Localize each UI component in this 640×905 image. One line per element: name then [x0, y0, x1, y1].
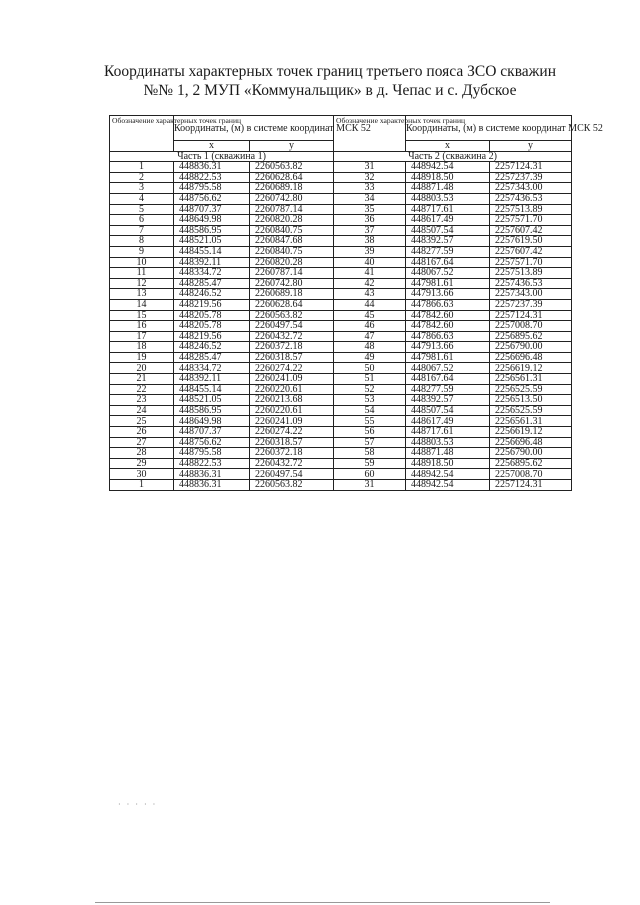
- x-value-part2: 448067.52: [406, 363, 490, 374]
- x-value-part2: 448392.57: [406, 395, 490, 406]
- y-value-part1: 2260820.28: [250, 257, 334, 268]
- x-value-part1: 448707.37: [174, 427, 250, 438]
- point-number-part1: 6: [110, 215, 174, 226]
- y-value-part2: 2256696.48: [490, 437, 572, 448]
- x-value-part1: 448334.72: [174, 363, 250, 374]
- y-value-part1: 2260241.09: [250, 374, 334, 385]
- x-value-part1: 448219.56: [174, 331, 250, 342]
- point-number-part2: 40: [334, 257, 406, 268]
- point-number-part1: 4: [110, 193, 174, 204]
- point-number-part1: 1: [110, 480, 174, 491]
- y-value-part2: 2256895.62: [490, 331, 572, 342]
- x-value-part1: 448836.31: [174, 162, 250, 173]
- y-value-part1: 2260432.72: [250, 458, 334, 469]
- y-value-part2: 2257436.53: [490, 193, 572, 204]
- x-value-part1: 448756.62: [174, 437, 250, 448]
- point-number-part2: 41: [334, 268, 406, 279]
- point-number-part2: 39: [334, 246, 406, 257]
- x-value-part1: 448836.31: [174, 480, 250, 491]
- y-value-part1: 2260372.18: [250, 342, 334, 353]
- point-number-part2: 46: [334, 321, 406, 332]
- y-value-part1: 2260847.68: [250, 236, 334, 247]
- point-number-part1: 1: [110, 162, 174, 173]
- title-line-1: Координаты характерных точек границ третьего пояса ЗСО скважин: [104, 63, 556, 80]
- point-number-part1: 3: [110, 183, 174, 194]
- y-value-part1: 2260787.14: [250, 204, 334, 215]
- x-value-part2: 448942.54: [406, 162, 490, 173]
- y-value-part2: 2256895.62: [490, 458, 572, 469]
- x-value-part1: 448392.11: [174, 257, 250, 268]
- y-value-part1: 2260563.82: [250, 480, 334, 491]
- point-number-part1: 28: [110, 448, 174, 459]
- table-row: [110, 384, 572, 395]
- table-row: [110, 331, 572, 342]
- point-number-part2: 55: [334, 416, 406, 427]
- y-value-part1: 2260563.82: [250, 310, 334, 321]
- table-row: [110, 427, 572, 438]
- header-coords-part1: Координаты, (м) в системе координат МСК 52: [174, 116, 334, 141]
- point-number-part1: 19: [110, 352, 174, 363]
- point-number-part1: 18: [110, 342, 174, 353]
- x-value-part1: 448586.95: [174, 225, 250, 236]
- point-number-part2: 54: [334, 405, 406, 416]
- y-value-part2: 2256790.00: [490, 448, 572, 459]
- table-row: [110, 395, 572, 406]
- point-number-part2: 31: [334, 162, 406, 173]
- table-row: [110, 215, 572, 226]
- point-number-part2: 44: [334, 299, 406, 310]
- table-row: [110, 162, 572, 173]
- coordinates-table: [109, 115, 603, 491]
- y-value-part2: 2257607.42: [490, 246, 572, 257]
- x-value-part1: 448586.95: [174, 405, 250, 416]
- x-value-part1: 448795.58: [174, 448, 250, 459]
- x-value-part2: 447981.61: [406, 352, 490, 363]
- y-value-part2: 2257436.53: [490, 278, 572, 289]
- table-row: [110, 448, 572, 459]
- table-header-row: [110, 116, 572, 141]
- table-row: [110, 183, 572, 194]
- x-value-part2: 448717.61: [406, 427, 490, 438]
- point-number-part2: 58: [334, 448, 406, 459]
- y-value-part2: 2257343.00: [490, 289, 572, 300]
- point-number-part1: 24: [110, 405, 174, 416]
- x-value-part2: 448392.57: [406, 236, 490, 247]
- x-value-part1: 448392.11: [174, 374, 250, 385]
- x-value-part2: 447981.61: [406, 278, 490, 289]
- point-number-part2: 37: [334, 225, 406, 236]
- point-number-part1: 7: [110, 225, 174, 236]
- part1-label: Часть 1 (скважина 1): [110, 151, 334, 162]
- x-value-part1: 448285.47: [174, 352, 250, 363]
- x-value-part2: 448803.53: [406, 437, 490, 448]
- x-value-part2: 448167.64: [406, 374, 490, 385]
- y-value-part2: 2256525.59: [490, 384, 572, 395]
- y-value-part2: 2257124.31: [490, 480, 572, 491]
- table-row: [110, 225, 572, 236]
- table-row: [110, 469, 572, 480]
- y-value-part1: 2260840.75: [250, 225, 334, 236]
- part2-label: Часть 2 (скважина 2): [334, 151, 572, 162]
- point-number-part2: 35: [334, 204, 406, 215]
- table-row: [110, 458, 572, 469]
- x-value-part2: 447866.63: [406, 331, 490, 342]
- point-number-part2: 47: [334, 331, 406, 342]
- x-value-part1: 448246.52: [174, 342, 250, 353]
- x-value-part2: 448507.54: [406, 405, 490, 416]
- y-value-part2: 2257237.39: [490, 172, 572, 183]
- y-value-part1: 2260497.54: [250, 321, 334, 332]
- point-number-part2: 50: [334, 363, 406, 374]
- point-number-part2: 60: [334, 469, 406, 480]
- y-value-part1: 2260742.80: [250, 278, 334, 289]
- table-part-row: [110, 151, 572, 162]
- header-x-part2: х: [406, 141, 490, 152]
- point-number-part2: 49: [334, 352, 406, 363]
- x-value-part2: 448918.50: [406, 172, 490, 183]
- x-value-part1: 448795.58: [174, 183, 250, 194]
- table-row: [110, 172, 572, 183]
- x-value-part2: 448507.54: [406, 225, 490, 236]
- point-number-part1: 10: [110, 257, 174, 268]
- point-number-part2: 31: [334, 480, 406, 491]
- point-number-part1: 13: [110, 289, 174, 300]
- x-value-part2: 448617.49: [406, 416, 490, 427]
- x-value-part1: 448649.98: [174, 416, 250, 427]
- point-number-part1: 26: [110, 427, 174, 438]
- table-row: [110, 437, 572, 448]
- x-value-part2: 447866.63: [406, 299, 490, 310]
- y-value-part1: 2260742.80: [250, 193, 334, 204]
- x-value-part1: 448649.98: [174, 215, 250, 226]
- table-row: [110, 257, 572, 268]
- x-value-part1: 448707.37: [174, 204, 250, 215]
- y-value-part2: 2256790.00: [490, 342, 572, 353]
- y-value-part1: 2260840.75: [250, 246, 334, 257]
- point-number-part2: 56: [334, 427, 406, 438]
- y-value-part1: 2260563.82: [250, 162, 334, 173]
- x-value-part2: 448871.48: [406, 448, 490, 459]
- y-value-part1: 2260213.68: [250, 395, 334, 406]
- y-value-part1: 2260689.18: [250, 183, 334, 194]
- y-value-part1: 2260497.54: [250, 469, 334, 480]
- point-number-part2: 57: [334, 437, 406, 448]
- point-number-part1: 14: [110, 299, 174, 310]
- point-number-part1: 8: [110, 236, 174, 247]
- point-number-part1: 22: [110, 384, 174, 395]
- scan-noise: · · · · ·: [118, 800, 158, 809]
- table-row: [110, 352, 572, 363]
- point-number-part2: 53: [334, 395, 406, 406]
- y-value-part2: 2256561.31: [490, 416, 572, 427]
- x-value-part1: 448246.52: [174, 289, 250, 300]
- point-number-part1: 30: [110, 469, 174, 480]
- x-value-part1: 448455.14: [174, 384, 250, 395]
- y-value-part1: 2260432.72: [250, 331, 334, 342]
- table-row: [110, 299, 572, 310]
- table-row: [110, 342, 572, 353]
- point-number-part2: 32: [334, 172, 406, 183]
- y-value-part2: 2257008.70: [490, 469, 572, 480]
- point-number-part1: 16: [110, 321, 174, 332]
- y-value-part2: 2256696.48: [490, 352, 572, 363]
- scan-edge-line: [95, 902, 550, 903]
- point-number-part2: 33: [334, 183, 406, 194]
- x-value-part1: 448521.05: [174, 395, 250, 406]
- x-value-part2: 447913.66: [406, 289, 490, 300]
- x-value-part1: 448822.53: [174, 172, 250, 183]
- y-value-part2: 2257124.31: [490, 162, 572, 173]
- x-value-part2: 447913.66: [406, 342, 490, 353]
- y-value-part2: 2256525.59: [490, 405, 572, 416]
- point-number-part1: 27: [110, 437, 174, 448]
- x-value-part1: 448455.14: [174, 246, 250, 257]
- table-row: [110, 416, 572, 427]
- x-value-part1: 448521.05: [174, 236, 250, 247]
- point-number-part1: 21: [110, 374, 174, 385]
- table-row: [110, 374, 572, 385]
- point-number-part2: 51: [334, 374, 406, 385]
- point-number-part1: 15: [110, 310, 174, 321]
- point-number-part1: 23: [110, 395, 174, 406]
- table-row: [110, 310, 572, 321]
- header-x-part1: х: [174, 141, 250, 152]
- point-number-part2: 59: [334, 458, 406, 469]
- header-coords-part2: Координаты, (м) в системе координат МСК 52: [406, 116, 572, 141]
- point-number-part2: 45: [334, 310, 406, 321]
- x-value-part2: 448803.53: [406, 193, 490, 204]
- y-value-part2: 2257237.39: [490, 299, 572, 310]
- y-value-part1: 2260820.28: [250, 215, 334, 226]
- x-value-part2: 448277.59: [406, 384, 490, 395]
- x-value-part2: 448871.48: [406, 183, 490, 194]
- x-value-part2: 448167.64: [406, 257, 490, 268]
- x-value-part2: 447842.60: [406, 321, 490, 332]
- x-value-part2: 447842.60: [406, 310, 490, 321]
- x-value-part1: 448205.78: [174, 321, 250, 332]
- header-y-part2: у: [490, 141, 572, 152]
- point-number-part1: 25: [110, 416, 174, 427]
- table-row: [110, 268, 572, 279]
- x-value-part2: 448617.49: [406, 215, 490, 226]
- table-row: [110, 246, 572, 257]
- y-value-part1: 2260241.09: [250, 416, 334, 427]
- y-value-part2: 2257619.50: [490, 236, 572, 247]
- y-value-part1: 2260274.22: [250, 427, 334, 438]
- x-value-part2: 448942.54: [406, 469, 490, 480]
- y-value-part1: 2260628.64: [250, 299, 334, 310]
- table-row: [110, 405, 572, 416]
- x-value-part1: 448836.31: [174, 469, 250, 480]
- y-value-part2: 2256513.50: [490, 395, 572, 406]
- y-value-part2: 2257513.89: [490, 268, 572, 279]
- table-row: [110, 278, 572, 289]
- header-y-part1: у: [250, 141, 334, 152]
- y-value-part1: 2260628.64: [250, 172, 334, 183]
- point-number-part2: 52: [334, 384, 406, 395]
- header-designation-part1: Обозначение характерных точек границ: [110, 116, 174, 152]
- point-number-part1: 11: [110, 268, 174, 279]
- y-value-part1: 2260220.61: [250, 405, 334, 416]
- y-value-part2: 2257343.00: [490, 183, 572, 194]
- point-number-part2: 34: [334, 193, 406, 204]
- table-row: [110, 363, 572, 374]
- x-value-part1: 448219.56: [174, 299, 250, 310]
- x-value-part1: 448285.47: [174, 278, 250, 289]
- header-designation-part2: Обозначение характерных точек границ: [334, 116, 406, 152]
- y-value-part2: 2257571.70: [490, 257, 572, 268]
- point-number-part2: 36: [334, 215, 406, 226]
- point-number-part2: 38: [334, 236, 406, 247]
- y-value-part1: 2260372.18: [250, 448, 334, 459]
- x-value-part2: 448717.61: [406, 204, 490, 215]
- y-value-part2: 2257008.70: [490, 321, 572, 332]
- y-value-part1: 2260220.61: [250, 384, 334, 395]
- point-number-part2: 43: [334, 289, 406, 300]
- point-number-part1: 12: [110, 278, 174, 289]
- y-value-part1: 2260787.14: [250, 268, 334, 279]
- x-value-part2: 448277.59: [406, 246, 490, 257]
- point-number-part1: 20: [110, 363, 174, 374]
- y-value-part2: 2257571.70: [490, 215, 572, 226]
- table-row: [110, 204, 572, 215]
- point-number-part1: 29: [110, 458, 174, 469]
- title-line-2: №№ 1, 2 МУП «Коммунальщик» в д. Чепас и с. Дубское: [143, 82, 517, 99]
- x-value-part2: 448067.52: [406, 268, 490, 279]
- y-value-part2: 2256619.12: [490, 427, 572, 438]
- point-number-part1: 9: [110, 246, 174, 257]
- y-value-part1: 2260318.57: [250, 352, 334, 363]
- table-row: [110, 321, 572, 332]
- table-row: [110, 193, 572, 204]
- y-value-part2: 2256561.31: [490, 374, 572, 385]
- point-number-part2: 48: [334, 342, 406, 353]
- y-value-part2: 2257607.42: [490, 225, 572, 236]
- table-row: [110, 480, 572, 491]
- y-value-part2: 2257513.89: [490, 204, 572, 215]
- x-value-part1: 448756.62: [174, 193, 250, 204]
- x-value-part2: 448942.54: [406, 480, 490, 491]
- y-value-part1: 2260689.18: [250, 289, 334, 300]
- point-number-part1: 2: [110, 172, 174, 183]
- x-value-part1: 448205.78: [174, 310, 250, 321]
- table-row: [110, 236, 572, 247]
- y-value-part2: 2257124.31: [490, 310, 572, 321]
- x-value-part1: 448334.72: [174, 268, 250, 279]
- document-title: [60, 62, 600, 100]
- y-value-part1: 2260318.57: [250, 437, 334, 448]
- point-number-part1: 5: [110, 204, 174, 215]
- y-value-part1: 2260274.22: [250, 363, 334, 374]
- x-value-part2: 448918.50: [406, 458, 490, 469]
- y-value-part2: 2256619.12: [490, 363, 572, 374]
- x-value-part1: 448822.53: [174, 458, 250, 469]
- table-row: [110, 289, 572, 300]
- point-number-part1: 17: [110, 331, 174, 342]
- point-number-part2: 42: [334, 278, 406, 289]
